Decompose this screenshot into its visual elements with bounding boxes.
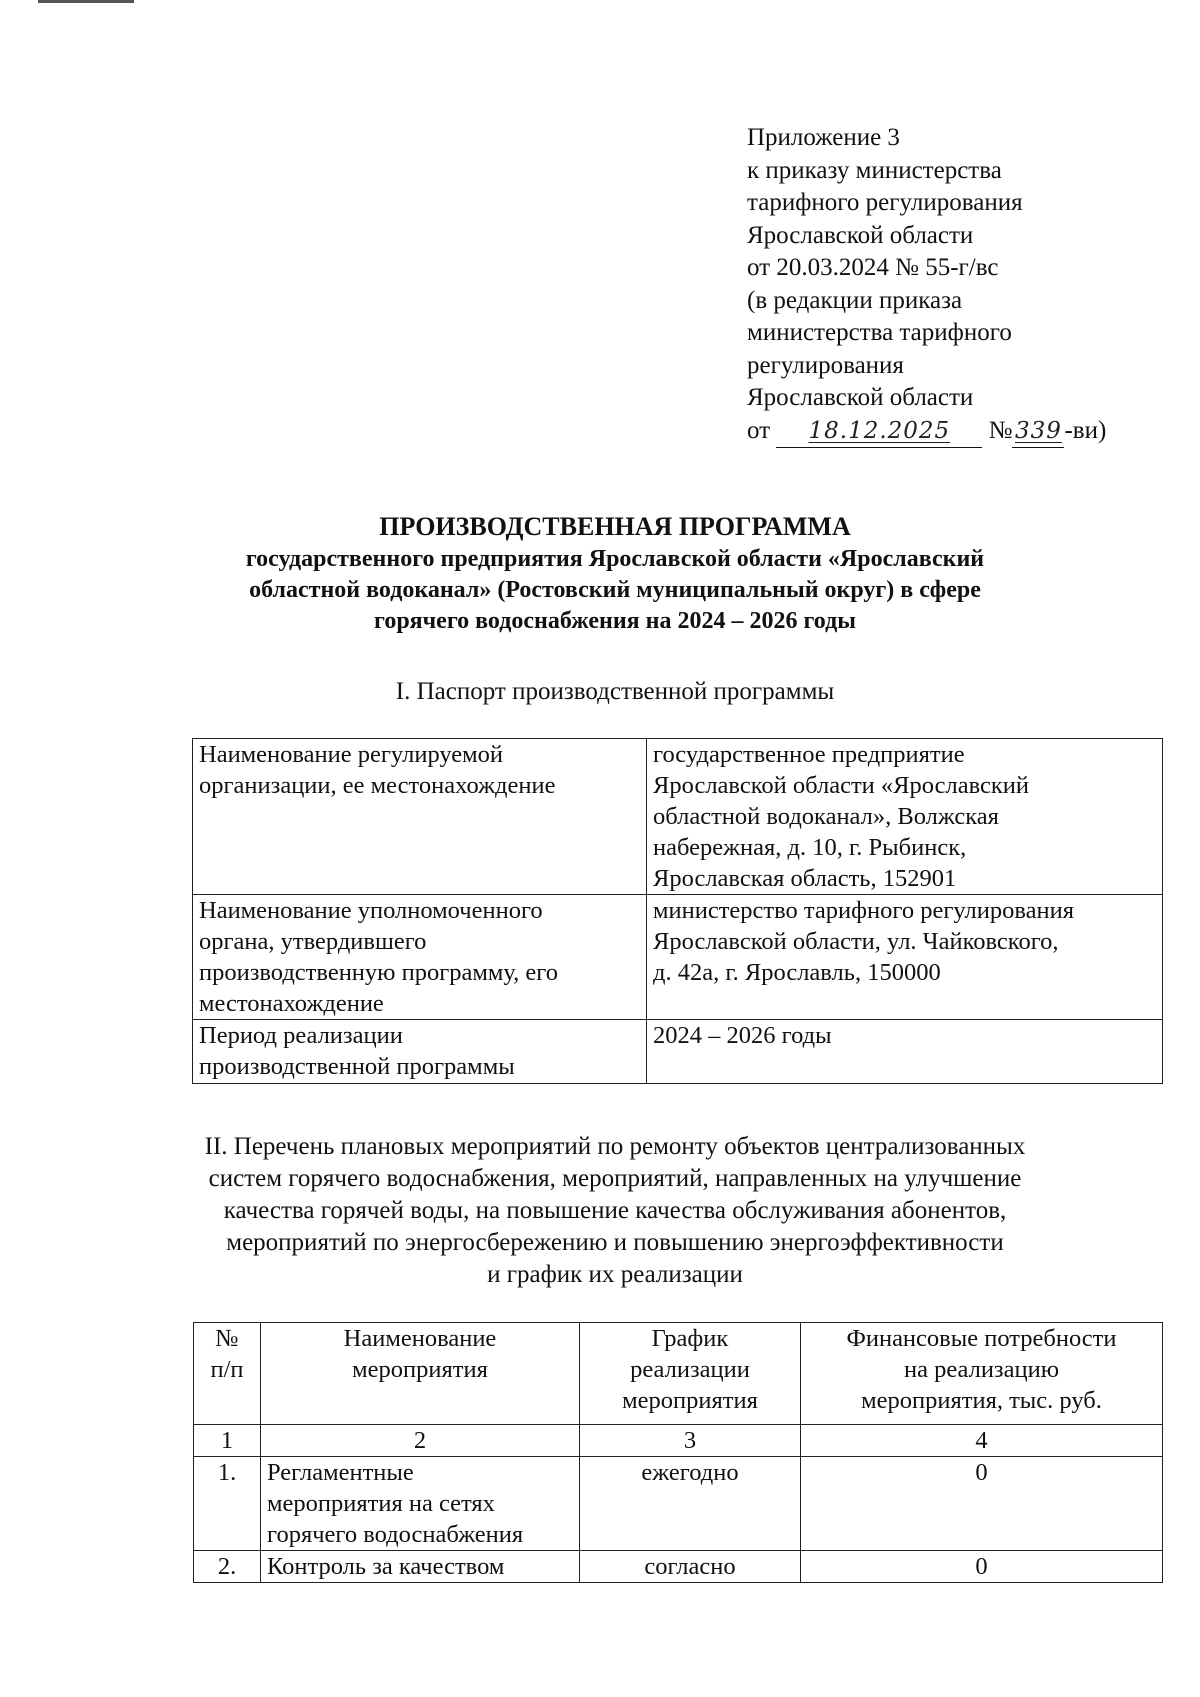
header-line: мероприятия, тыс. руб. [861, 1387, 1102, 1414]
measure-name [261, 1551, 580, 1583]
header-line: Наименование [343, 1325, 497, 1352]
handwritten-number: 339 [1015, 417, 1062, 444]
header-line: мероприятия [352, 1356, 488, 1383]
header-line: мероприятия [622, 1387, 758, 1414]
addendum-block [747, 122, 1167, 448]
measure-schedule: согласно [580, 1551, 801, 1583]
column-header [801, 1323, 1163, 1425]
number-blank [1012, 415, 1064, 449]
heading-line: качества горячей воды, на повышение качества обслуживания абонентов, [223, 1197, 1007, 1224]
heading-line: систем горячего водоснабжения, мероприятий, направленных на улучшение [208, 1165, 1022, 1192]
cell-line: Наименование уполномоченного [199, 897, 543, 924]
row-number: 2. [194, 1551, 261, 1583]
cell-line: министерство тарифного регулирования [653, 897, 1074, 924]
cell-line: Ярославской области, ул. Чайковского, [653, 928, 1059, 955]
measure-name [261, 1457, 580, 1551]
heading-line: мероприятий по энергосбережению и повышению энергоэффективности [226, 1229, 1004, 1256]
handwritten-date: 18.12.2025 [808, 417, 951, 444]
addendum-line: Ярославской области [747, 221, 974, 249]
measure-schedule: ежегодно [580, 1457, 801, 1551]
section2-heading [100, 1131, 1130, 1291]
passport-table [192, 738, 1163, 1084]
title-main: ПРОИЗВОДСТВЕННАЯ ПРОГРАММА [379, 512, 851, 541]
cell-line: государственное предприятие [653, 741, 965, 768]
cell-line: Наименование регулируемой [199, 741, 504, 768]
passport-label [193, 739, 647, 895]
cell-line: Ярославской области «Ярославский [653, 772, 1029, 799]
cell-line: организации, ее местонахождение [199, 772, 556, 799]
addendum-line: Ярославской области [747, 384, 974, 411]
number-sign: № [988, 416, 1013, 444]
addendum-line: от 20.03.2024 № 55-г/вс [747, 254, 999, 281]
addendum-line: тарифного регулирования [747, 189, 1023, 216]
table-row [193, 895, 1163, 1020]
number-suffix: -ви) [1064, 416, 1107, 444]
document-title [150, 512, 1080, 637]
measure-cost: 0 [801, 1551, 1163, 1583]
row-number: 1. [194, 1457, 261, 1551]
header-line: реализации [630, 1356, 750, 1383]
addendum-line: к приказу министерства [747, 156, 1002, 184]
table-row [193, 739, 1163, 895]
amendment-date-line [747, 415, 1167, 449]
passport-label [193, 895, 647, 1020]
column-header [261, 1323, 580, 1425]
addendum-line: (в редакции приказа [747, 286, 963, 314]
measure-cost: 0 [801, 1457, 1163, 1551]
cell-line: 2024 – 2026 годы [653, 1022, 832, 1049]
addendum-line: Приложение 3 [747, 124, 900, 151]
cell-line: набережная, д. 10, г. Рыбинск, [653, 834, 967, 861]
column-header [580, 1323, 801, 1425]
header-line: п/п [210, 1356, 244, 1383]
title-subtitle [150, 544, 1080, 637]
table-header-row [194, 1323, 1163, 1425]
column-number: 4 [801, 1425, 1163, 1457]
subtitle-line: областной водоканал» (Ростовский муниципальный округ) в сфере [249, 577, 981, 603]
cell-line: областной водоканал», Волжская [653, 803, 999, 830]
column-number-row [194, 1425, 1163, 1457]
section1-heading: I. Паспорт производственной программы [395, 678, 835, 705]
header-line: График [651, 1325, 729, 1352]
heading-line: II. Перечень плановых мероприятий по ремонту объектов централизованных [204, 1133, 1026, 1160]
passport-value [647, 1020, 1163, 1084]
date-blank [776, 415, 982, 449]
cell-line: Период реализации [199, 1022, 403, 1049]
heading-line: и график их реализации [487, 1261, 743, 1288]
cell-line: д. 42а, г. Ярославль, 150000 [653, 959, 941, 986]
cell-line: органа, утвердившего [199, 928, 427, 955]
cell-line: горячего водоснабжения [267, 1521, 524, 1548]
cell-line: Контроль за качеством [267, 1553, 505, 1580]
cell-line: Регламентные [267, 1459, 414, 1486]
passport-value [647, 739, 1163, 895]
column-header [194, 1323, 261, 1425]
column-number: 1 [194, 1425, 261, 1457]
addendum-line: регулирования [747, 351, 904, 379]
header-line: на реализацию [903, 1356, 1060, 1383]
subtitle-line: государственного предприятия Ярославской области «Ярославский [245, 546, 985, 572]
cell-line: Ярославская область, 152901 [653, 865, 957, 892]
addendum-line: министерства тарифного [747, 319, 1012, 346]
column-number: 3 [580, 1425, 801, 1457]
table-row [194, 1457, 1163, 1551]
cell-line: производственную программу, его [199, 959, 558, 986]
header-line: Финансовые потребности [846, 1325, 1117, 1352]
subtitle-line: горячего водоснабжения на 2024 – 2026 годы [374, 608, 856, 634]
table-row [194, 1551, 1163, 1583]
cell-line: производственной программы [199, 1053, 515, 1080]
measures-table [193, 1322, 1163, 1583]
scan-edge-mark [38, 0, 134, 3]
passport-label [193, 1020, 647, 1084]
date-prefix: от [747, 416, 771, 444]
column-number: 2 [261, 1425, 580, 1457]
header-line: № [215, 1325, 239, 1352]
cell-line: местонахождение [199, 990, 384, 1017]
passport-value [647, 895, 1163, 1020]
cell-line: мероприятия на сетях [267, 1490, 495, 1517]
table-row [193, 1020, 1163, 1084]
